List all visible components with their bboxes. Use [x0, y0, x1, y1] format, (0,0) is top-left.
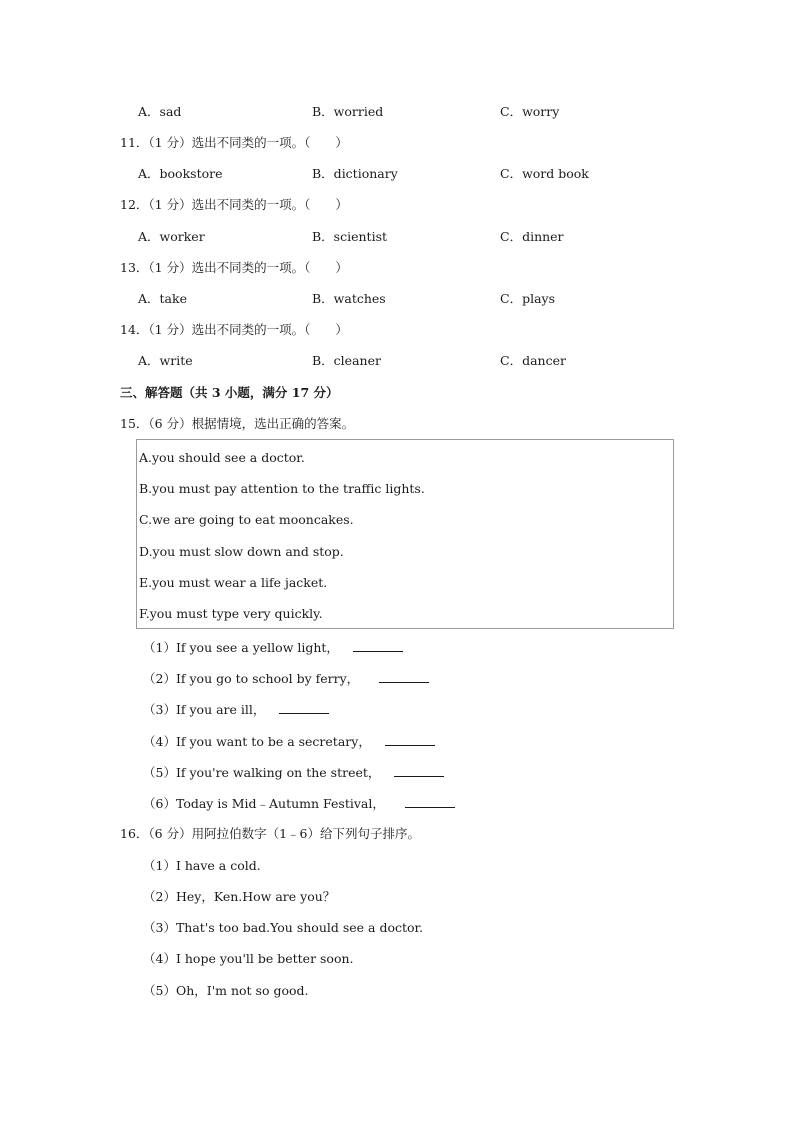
q16-item-2: （2）Hey，Ken.How are you？	[143, 889, 336, 904]
q11-option-a: A．bookstore	[138, 166, 223, 181]
q15-answer-blank-5[interactable]	[394, 764, 444, 777]
q15-item-1-text: （1）If you see a yellow light，	[143, 640, 339, 655]
q13-option-b: B．watches	[312, 291, 386, 306]
q14-option-c: C．dancer	[500, 353, 566, 368]
q15-item-5	[143, 764, 444, 781]
q15-answer-blank-4[interactable]	[385, 733, 435, 746]
q10-option-c: C．worry	[500, 104, 560, 119]
q15-item-3	[143, 701, 329, 718]
q15-answer-blank-2[interactable]	[379, 670, 429, 683]
q15-choice-e: E.you must wear a life jacket.	[139, 575, 328, 590]
q14-option-a: A．write	[138, 353, 193, 368]
q15-item-6	[143, 795, 455, 812]
q10-option-b: B．worried	[312, 104, 384, 119]
q15-item-2-text: （2）If you go to school by ferry，	[143, 671, 360, 686]
q15-item-2	[143, 670, 429, 687]
q14-option-b: B．cleaner	[312, 353, 381, 368]
q16-item-5: （5）Oh，I'm not so good.	[143, 983, 309, 998]
q15-choice-f: F.you must type very quickly.	[139, 606, 323, 621]
q15-choices-box	[136, 439, 674, 629]
q11-stem: 11．（1 分）选出不同类的一项。（ ）	[120, 135, 348, 150]
q11-option-b: B．dictionary	[312, 166, 398, 181]
q15-item-4	[143, 733, 435, 750]
q15-stem: 15．（6 分）根据情境，选出正确的答案。	[120, 416, 355, 431]
q15-answer-blank-6[interactable]	[405, 795, 455, 808]
q13-option-a: A．take	[138, 291, 187, 306]
q15-item-1	[143, 639, 403, 656]
q15-item-3-text: （3）If you are ill，	[143, 702, 266, 717]
q14-stem: 14．（1 分）选出不同类的一项。（ ）	[120, 322, 348, 337]
q12-option-a: A．worker	[138, 229, 205, 244]
q15-choice-b: B.you must pay attention to the traffic lights.	[139, 481, 425, 496]
q15-item-4-text: （4）If you want to be a secretary，	[143, 734, 371, 749]
q10-option-a: A．sad	[138, 104, 182, 119]
q15-choice-d: D.you must slow down and stop.	[139, 544, 344, 559]
q11-option-c: C．word book	[500, 166, 589, 181]
q13-option-c: C．plays	[500, 291, 555, 306]
q16-item-1: （1）I have a cold.	[143, 858, 261, 873]
q12-option-c: C．dinner	[500, 229, 564, 244]
section-heading: 三、解答题（共 3 小题，满分 17 分）	[120, 385, 339, 400]
q15-choice-c: C.we are going to eat mooncakes.	[139, 512, 354, 527]
q12-option-b: B．scientist	[312, 229, 388, 244]
q15-answer-blank-1[interactable]	[353, 639, 403, 652]
q16-stem: 16．（6 分）用阿拉伯数字（1﹣6）给下列句子排序。	[120, 826, 420, 841]
q15-item-5-text: （5）If you're walking on the street，	[143, 765, 381, 780]
q13-stem: 13．（1 分）选出不同类的一项。（ ）	[120, 260, 348, 275]
q15-item-6-text: （6）Today is Mid﹣Autumn Festival，	[143, 796, 385, 811]
q16-item-4: （4）I hope you'll be better soon.	[143, 951, 354, 966]
q15-choice-a: A.you should see a doctor.	[139, 450, 305, 465]
q15-answer-blank-3[interactable]	[279, 701, 329, 714]
q12-stem: 12．（1 分）选出不同类的一项。（ ）	[120, 197, 348, 212]
q16-item-3: （3）That's too bad.You should see a doctor.	[143, 920, 424, 935]
